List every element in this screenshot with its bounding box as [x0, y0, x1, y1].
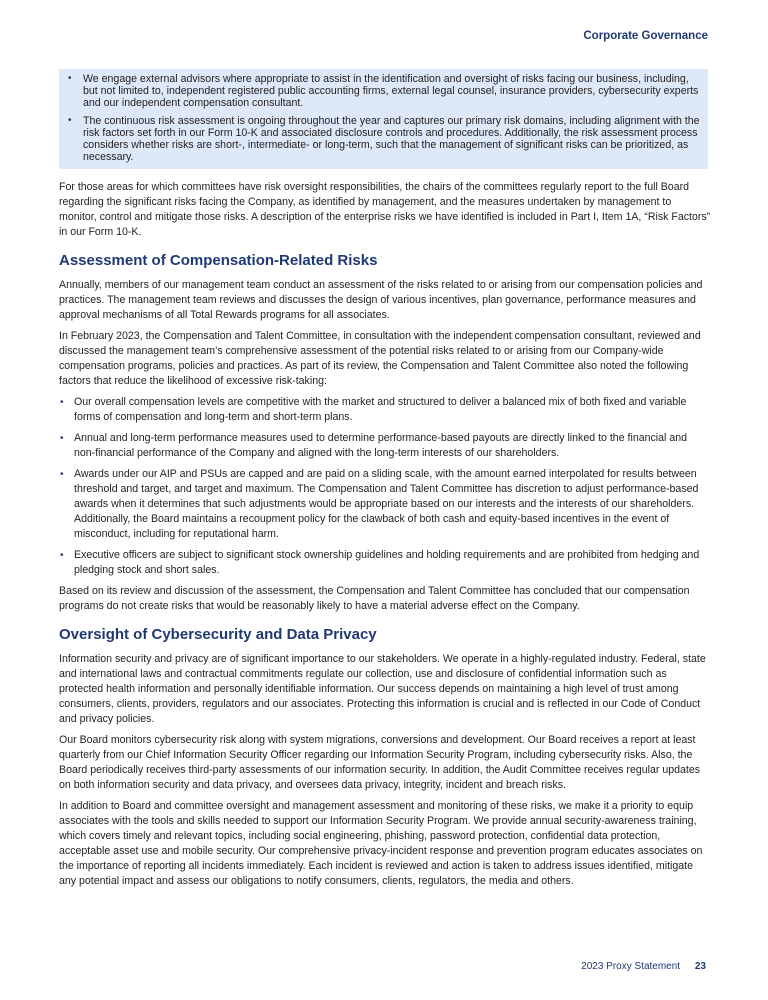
callout-bullet-text: We engage external advisors where appropriate to assist in the identification and oversight of risks facing our business, including, but not limited to, independent registered public accounting firms, external legal counsel, insurance providers, cybersecurity experts and our independent compensation consultant.: [83, 73, 699, 110]
main-content: [59, 180, 711, 895]
page-footer: [581, 961, 706, 972]
list-item-text: Annual and long-term performance measures used to determine performance-based payouts are directly linked to the financial and non-financial performance of the Company and aligned with the long-term interests of our shareholders.: [74, 432, 688, 459]
body-paragraph: In February 2023, the Compensation and Talent Committee, in consultation with the independent compensation consultant, reviewed and discussed the management team’s comprehensive assessment of the potential risks related to or arising from our Company-wide compensation programs, policies and practices. As part of its review, the Compensation and Talent Committee also noted the following factors that reduce the likelihood of excessive risk-taking:: [59, 330, 701, 387]
callout-bullet-item: [59, 115, 708, 164]
bullet-icon: •: [60, 469, 64, 480]
body-paragraph: Information security and privacy are of significant importance to our stakeholders. We operate in a highly-regulated industry. Federal, state and international laws and contractual commitments regulate our collection, use and disclosure of confidential information such as protected health information and personally identifiable information. Our success depends on maintaining a high level of trust among consumers, clients, providers, regulators and our associates. Protecting this information is crucial and is reflected in our Code of Conduct and privacy policies.: [59, 653, 706, 725]
body-paragraph: Our Board monitors cybersecurity risk along with system migrations, conversions and development. Our Board receives a report at least quarterly from our Chief Information Security Officer regarding our Information Security Program, including cybersecurity risks. Also, the Board periodically receives third-party assessments of our information security. In addition, the Audit Committee receives regular updates on both information security and data privacy, and oversees data privacy, integrity, incident and breach risks.: [59, 734, 701, 791]
callout-bullet-text: The continuous risk assessment is ongoing throughout the year and captures our primary risk domains, including alignment with the risk factors set forth in our Form 10-K and associated disclosure controls and procedures. Additionally, the risk assessment process considers whether risks are short-, intermediate- or long-term, such that the management of significant risks can be prioritized, as necessary.: [83, 114, 700, 164]
list-item: [59, 431, 711, 461]
bullet-icon: •: [60, 397, 64, 408]
list-item-text: Our overall compensation levels are competitive with the market and structured to deliver a balanced mix of both fixed and variable forms of compensation and long-term and short-term plans.: [74, 396, 687, 423]
list-item: [59, 467, 711, 542]
section-header-title: Corporate Governance: [583, 30, 708, 42]
bullet-icon: •: [68, 114, 72, 126]
bullet-icon: •: [60, 433, 64, 444]
list-item-text: Executive officers are subject to significant stock ownership guidelines and holding requirements and are prohibited from hedging and pledging stock and short sales.: [74, 549, 700, 576]
body-paragraph: In addition to Board and committee oversight and management assessment and monitoring of these risks, we make it a priority to equip associates with the tools and skills needed to support our Information Security Program. We provide annual security-awareness training, which covers timely and relevant topics, including social engineering, phishing, password protection, confidential data protection, acceptable asset use and mobile security. Our comprehensive privacy-incident response and prevention program educates associates on the importance of reporting all incidents immediately. Each incident is reviewed and action is taken to address issues identified, mitigate any potential impact and assess our obligations to notify consumers, clients, regulators, the media and others.: [59, 800, 703, 887]
intro-paragraph: For those areas for which committees have risk oversight responsibilities, the chairs of the committees regularly report to the full Board regarding the significant risks facing the Company, as identified by management, and the measures undertaken by management to monitor, control and mitigate those risks. A description of the enterprise risks we have identified is included in Part I, Item 1A, “Risk Factors” in our Form 10-K.: [59, 181, 711, 238]
cybersecurity-heading: Oversight of Cybersecurity and Data Privacy: [59, 626, 377, 643]
bullet-icon: •: [60, 550, 64, 561]
compensation-risks-heading: Assessment of Compensation-Related Risks: [59, 252, 378, 269]
conclusion-paragraph: Based on its review and discussion of the assessment, the Compensation and Talent Committee has concluded that our compensation programs do not create risks that would be reasonably likely to have a material adverse effect on the Company.: [59, 585, 690, 612]
callout-bullet-list: [59, 73, 708, 163]
body-paragraph: Annually, members of our management team conduct an assessment of the risks related to or arising from our compensation policies and practices. The management team reviews and discusses the design of various incentives, plan governance, performance measures and approval mechanisms of all Total Rewards programs for all associates.: [59, 279, 703, 321]
list-item: [59, 395, 711, 425]
page-number: 23: [694, 961, 706, 972]
list-item-text: Awards under our AIP and PSUs are capped and are paid on a sliding scale, with the amount earned interpolated for results between threshold and target, and target and maximum. The Compensation and Talent Committee has discretion to adjust performance-based awards when it determines that such adjustments would be appropriate based on our interests and the interests of our shareholders. Additionally, the Board maintains a recoupment policy for the clawback of both cash and equity-based incentives in the event of misconduct, including for reputational harm.: [74, 468, 699, 540]
callout-bullet-item: [59, 73, 708, 110]
risk-factors-list: [59, 395, 711, 578]
list-item: [59, 548, 711, 578]
footer-document-title: 2023 Proxy Statement: [581, 961, 681, 972]
bullet-icon: •: [68, 73, 72, 84]
callout-box: [59, 69, 708, 169]
